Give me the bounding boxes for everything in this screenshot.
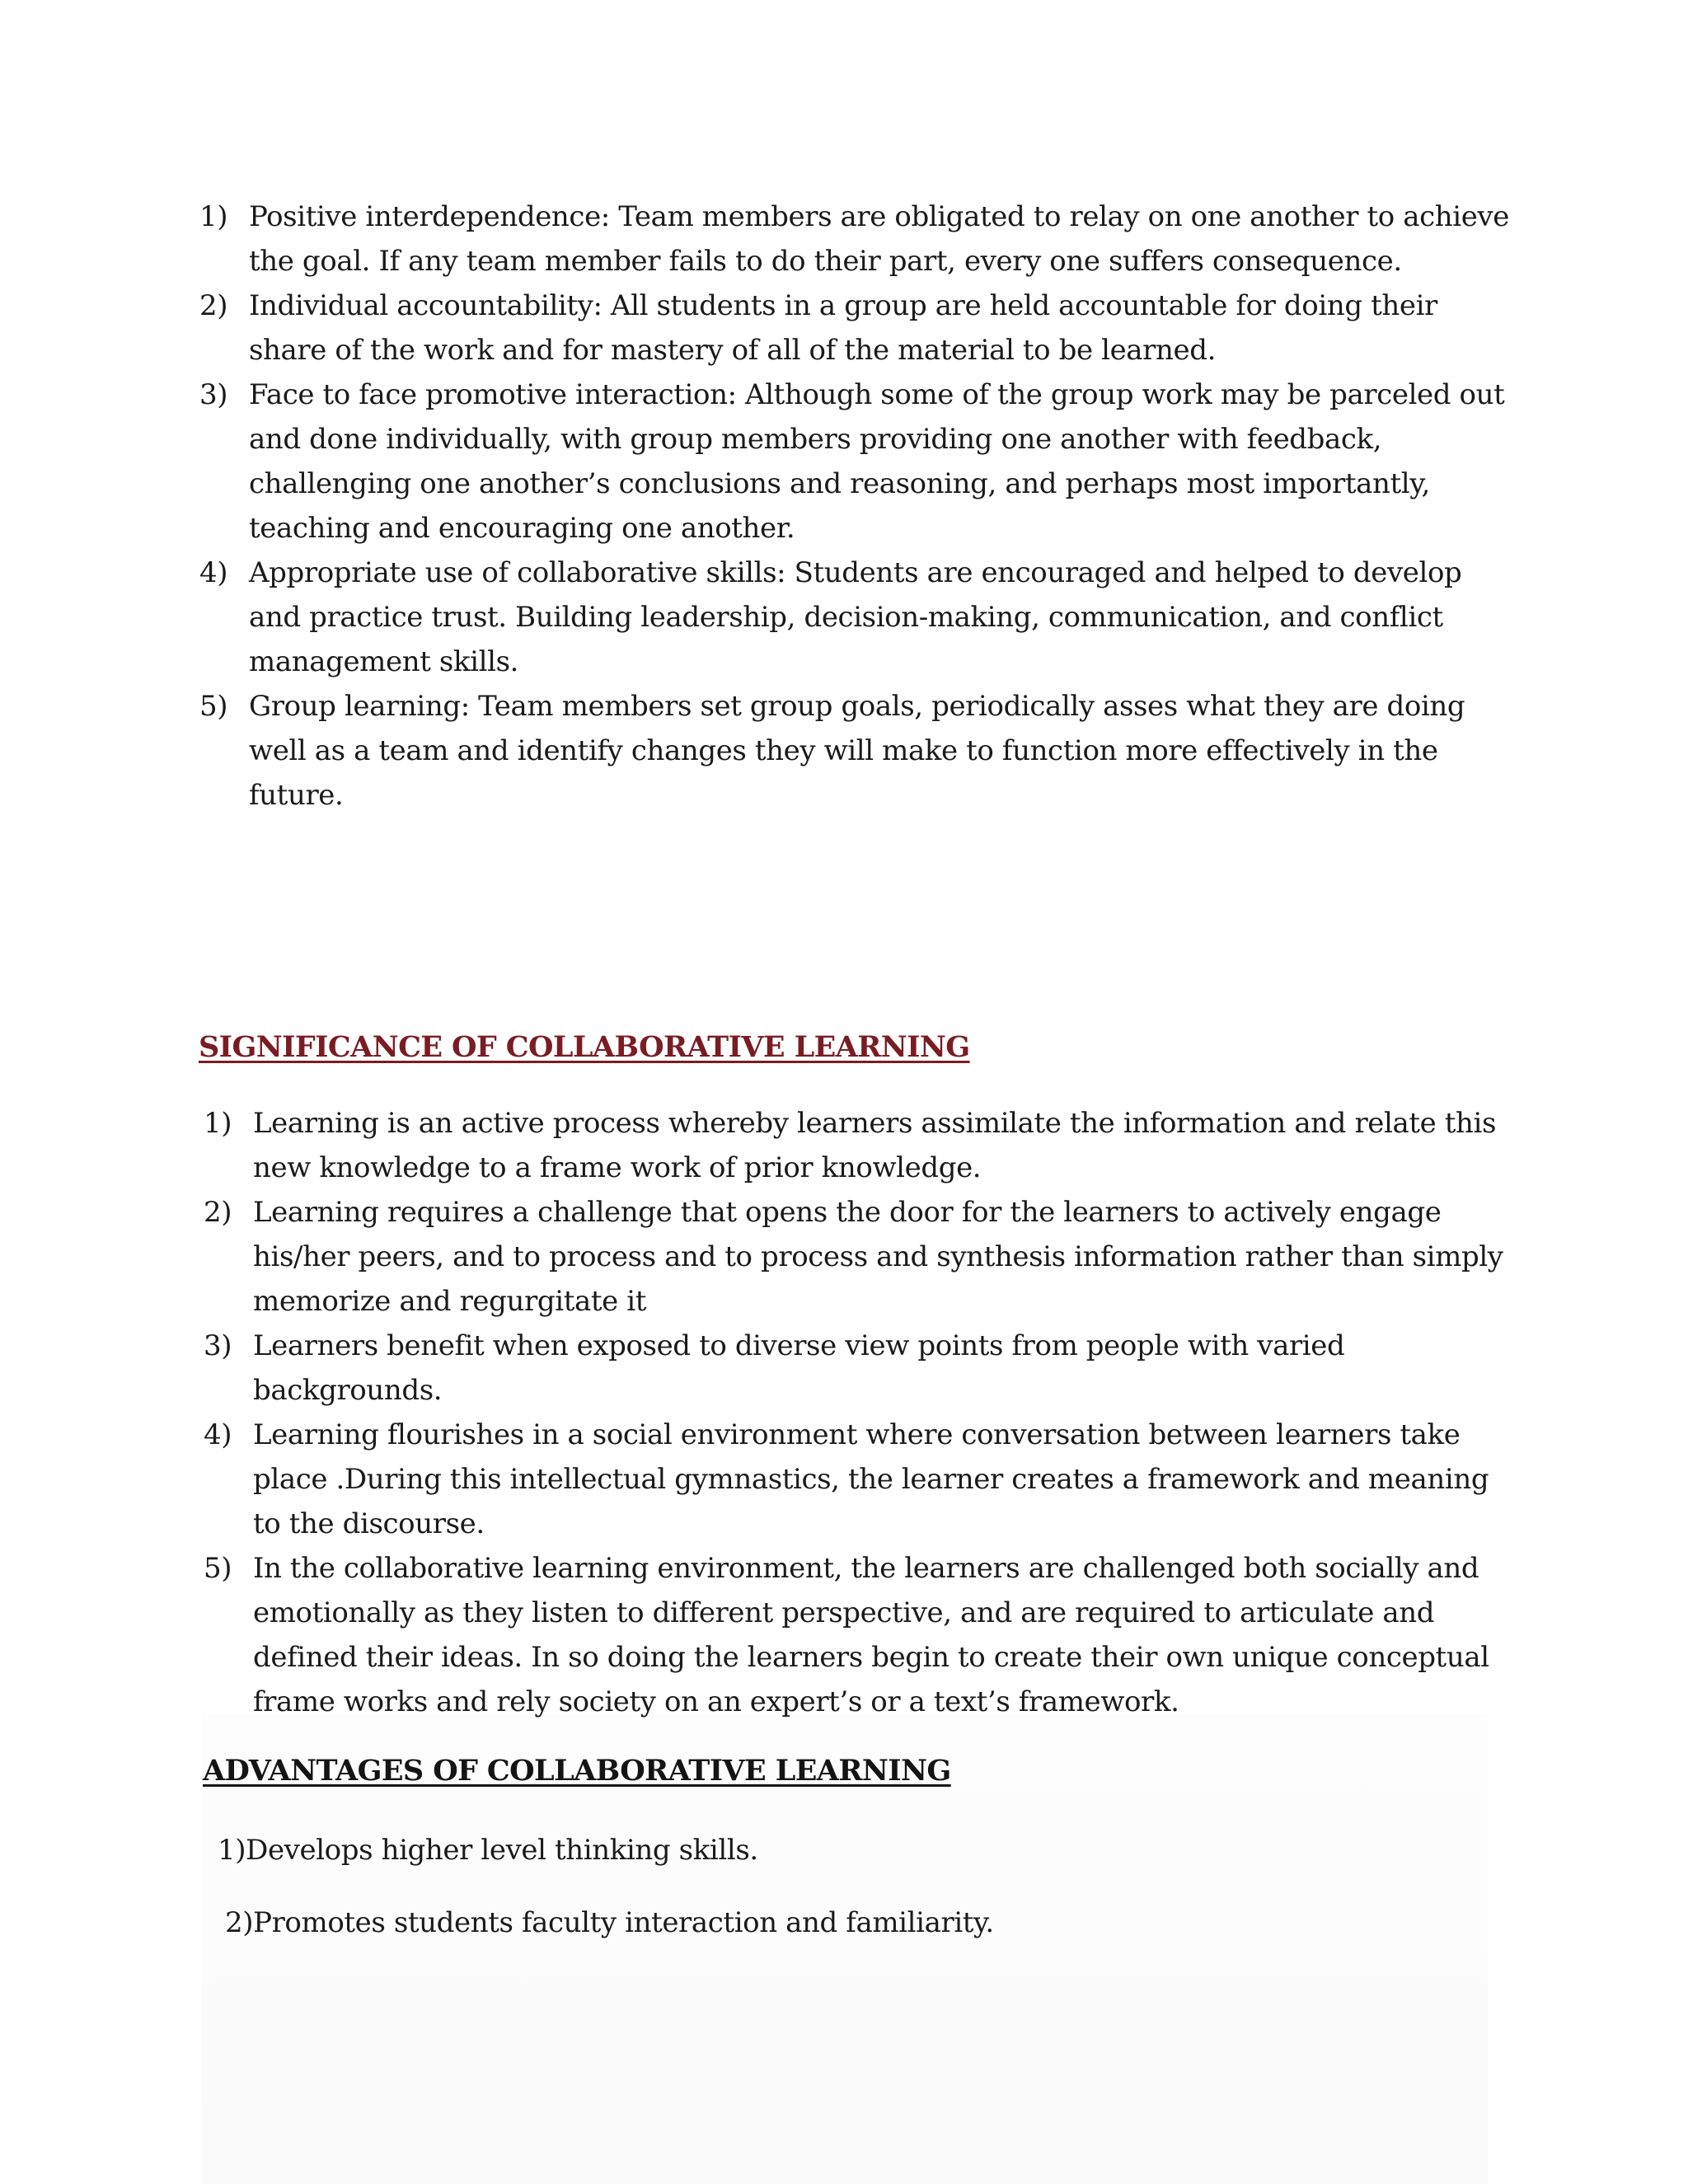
list-number: 3) [204,1329,232,1362]
list-number: 2) [199,289,228,322]
significance-heading: SIGNIFICANCE OF COLLABORATIVE LEARNING [199,1030,970,1064]
list-text: In the collaborative learning environment, the learners are challenged both socially and emotionally as they listen to different perspective, and are required to articulate and defined their ideas. In so doing the learners begin to create their own unique conceptual frame works and rely society on an expert’s or a text’s framework. [253,1552,1489,1718]
significance-list [204,1101,1522,1724]
list-number: 5) [204,1552,232,1585]
list-number: 3) [199,378,228,411]
list-number: 1) [199,200,228,233]
list-text: Individual accountability: All students in a group are held accountable for doing their share of the work and for mastery of all of the material to be learned. [249,289,1437,367]
list-text: Learning flourishes in a social environment where conversation between learners take place .During this intellectual gymnastics, the learner creates a framework and meaning to the discourse. [253,1418,1489,1540]
advantage-item: 1)Develops higher level thinking skills. [218,1834,758,1867]
advantages-heading: ADVANTAGES OF COLLABORATIVE LEARNING [203,1754,951,1788]
list-number: 1) [204,1107,232,1140]
list-number: 4) [199,556,228,589]
list-item [199,684,1510,818]
list-number: 2) [204,1196,232,1229]
list-text: Learning is an active process whereby learners assimilate the information and relate this new knowledge to a frame work of prior knowledge. [253,1107,1497,1184]
list-item [199,194,1510,284]
list-item [199,284,1510,373]
list-item [204,1101,1522,1190]
principles-list [199,194,1510,818]
list-item [204,1190,1522,1324]
list-text: Group learning: Team members set group goals, periodically asses what they are doing well as a team and identify changes they will make to function more effectively in the future. [249,690,1465,812]
list-text: Positive interdependence: Team members are obligated to relay on one another to achieve the goal. If any team member fails to do their part, every one suffers consequence. [249,200,1509,278]
list-text: Appropriate use of collaborative skills: Students are encouraged and helped to develop and practice trust. Building leadership, decision-making, communication, and conflict management skills. [249,556,1462,678]
list-text: Learners benefit when exposed to diverse view points from people with varied backgrounds. [253,1329,1345,1407]
list-text: Face to face promotive interaction: Although some of the group work may be parceled out and done individually, with group members providing one another with feedback, challenging one another’s conclusions and reasoning, and perhaps most importantly, teaching and encouraging one another. [249,378,1505,545]
list-item [204,1413,1522,1546]
list-item [204,1546,1522,1724]
advantage-item: 2)Promotes students faculty interaction and familiarity. [225,1906,994,1939]
list-number: 4) [204,1418,232,1451]
list-item [199,373,1510,551]
list-number: 5) [199,690,228,723]
list-item [199,551,1510,684]
list-item [204,1324,1522,1413]
list-text: Learning requires a challenge that opens the door for the learners to actively engage his/her peers, and to process and to process and synthesis information rather than simply memorize and regurgitate it [253,1196,1503,1318]
